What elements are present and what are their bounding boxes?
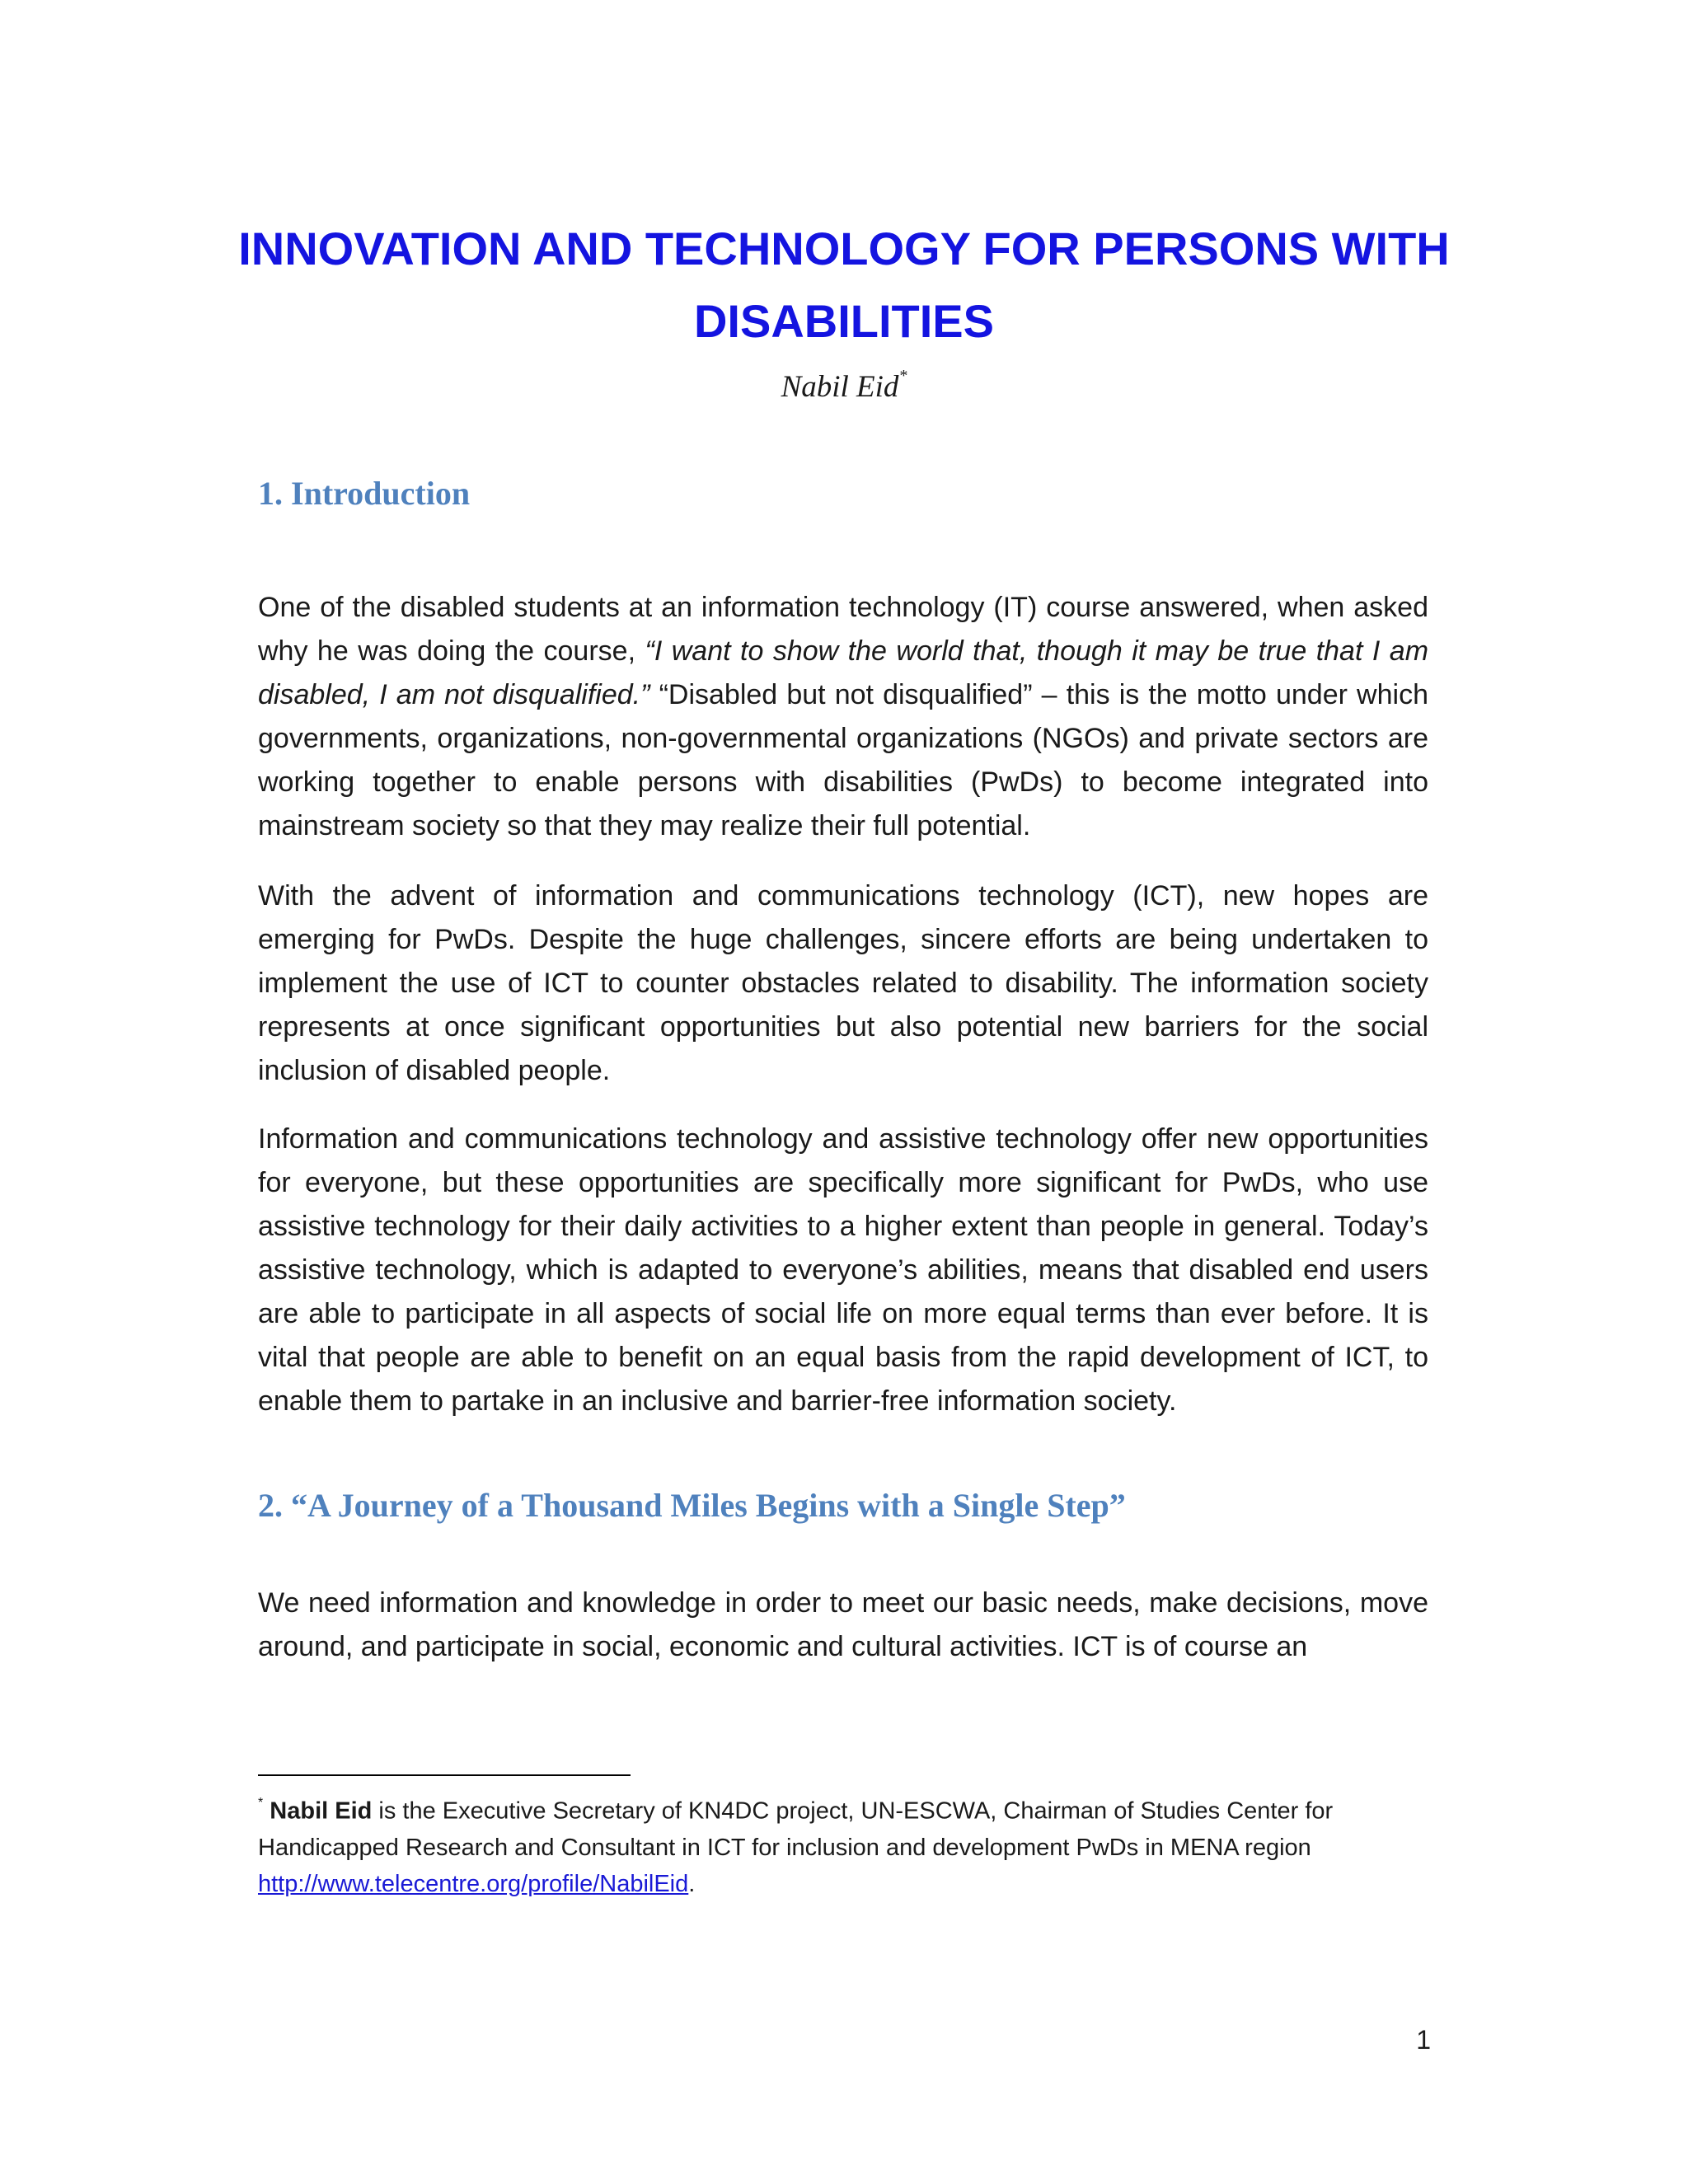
footnote-text: is the Executive Secretary of KN4DC project, UN-ESCWA, Chairman of Studies Center for Handicapped Research and Consultant in ICT for inclusion and development PwDs in MENA region <box>258 1797 1334 1861</box>
author-name: Nabil Eid <box>781 370 899 404</box>
section-2-paragraph-1: We need information and knowledge in order to meet our basic needs, make decisions, move around, and participate in social, economic and cultural activities. ICT is of course an <box>258 1587 1428 1662</box>
page-number: 1 <box>1416 2025 1431 2055</box>
footnote-mark: * <box>258 1796 264 1810</box>
title-line-2: DISABILITIES <box>693 295 995 347</box>
section-1-heading: 1. Introduction <box>258 475 471 512</box>
footnote-author-name: Nabil Eid <box>270 1797 373 1825</box>
section-1-paragraph-2: With the advent of information and communications technology (ICT), new hopes are emerging for PwDs. Despite the huge challenges, sincere efforts are being undertaken to implement the use of ICT to counter obstacles related to disability. The information society represents at once significant opportunities but also potential new barriers for the social inclusion of disabled people. <box>258 880 1428 1086</box>
paragraph-1-text-b: “Disabled but not disqualified” – this is the motto under which governments, organizations, non-governmental organizations (NGOs) and private sectors are working together to enable persons with disabilities (PwDs) to become integrated into mainstream society so that they may realize their full potential. <box>258 679 1428 841</box>
section-1-paragraph-1 <box>258 586 1428 848</box>
footnote-end: . <box>688 1870 696 1897</box>
section-2-heading: 2. “A Journey of a Thousand Miles Begins with a Single Step” <box>258 1487 1126 1524</box>
paragraph-1-text-a: One of the disabled students at an information technology (IT) course answered, when asked why he was doing the course, <box>258 592 1428 667</box>
student-quote: “I want to show the world that, though it may be true that I am disabled, I am not disqualified.” <box>258 635 1429 710</box>
footnote-separator <box>258 1774 631 1776</box>
title-line-1: INNOVATION AND TECHNOLOGY FOR PERSONS WITH <box>238 223 1450 274</box>
section-1-paragraph-3: Information and communications technology and assistive technology offer new opportunities for everyone, but these opportunities are specifically more significant for PwDs, who use assistive technology for their daily activities to a higher extent than people in general. Today’s assistive technology, which is adapted to everyone’s abilities, means that disabled end users are able to participate in all aspects of social life on more equal terms than ever before. It is vital that people are able to benefit on an equal basis from the rapid development of ICT, to enable them to partake in an inclusive and barrier-free information society. <box>258 1123 1428 1417</box>
footnote <box>258 1788 1437 1902</box>
author-byline <box>206 366 1482 405</box>
profile-link[interactable]: http://www.telecentre.org/profile/NabilEid <box>258 1870 689 1897</box>
author-footnote-mark: * <box>898 366 907 385</box>
document-title <box>206 213 1482 358</box>
